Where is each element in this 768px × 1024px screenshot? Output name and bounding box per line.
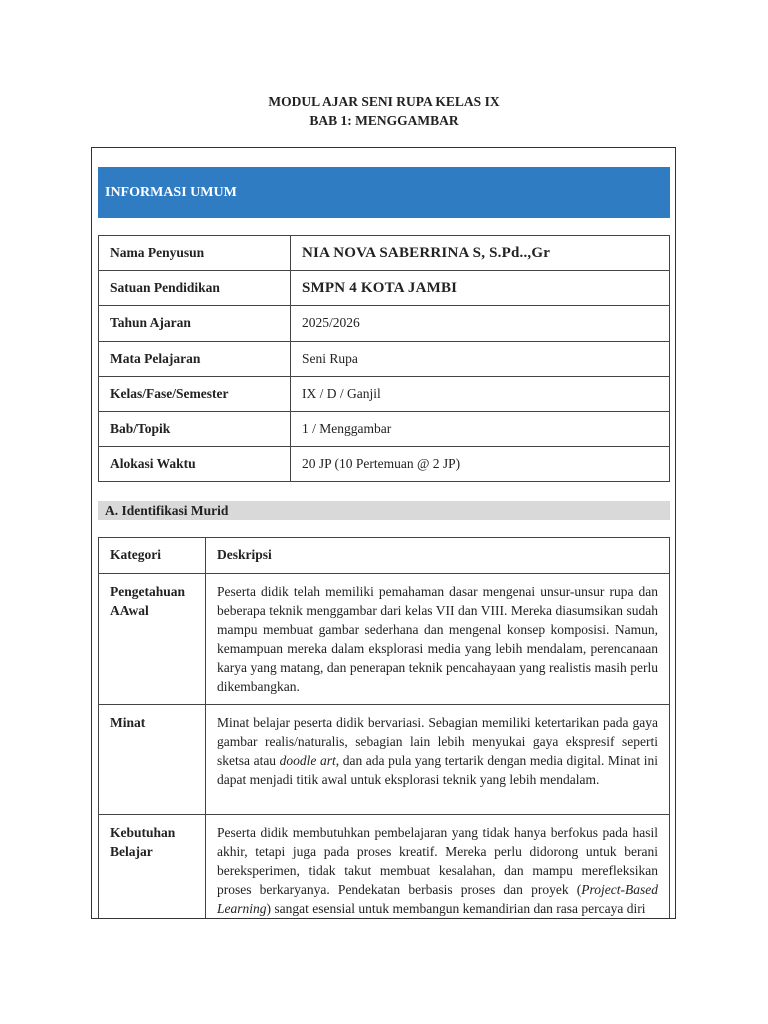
deskripsi-emphasis: doodle art [279, 753, 336, 768]
column-header-deskripsi: Deskripsi [206, 538, 670, 574]
table-row [99, 705, 670, 815]
table-header-row [99, 538, 670, 574]
info-row [99, 236, 670, 271]
info-value: IX / D / Ganjil [291, 376, 670, 411]
info-row [99, 447, 670, 482]
section-heading-identifikasi: A. Identifikasi Murid [98, 501, 670, 520]
kategori-cell: Kebutuhan Belajar [99, 815, 206, 920]
table-row [99, 574, 670, 705]
info-value: 2025/2026 [291, 306, 670, 341]
info-label: Bab/Topik [99, 411, 291, 446]
table-row [99, 815, 670, 920]
deskripsi-cell [206, 815, 670, 920]
deskripsi-text: Minat belajar peserta didik bervariasi. Sebagian memiliki ketertarikan pada gaya gambar realis/naturalis, sebagian lain lebih menyukai gaya ekspresif seperti sketsa atau [217, 715, 658, 768]
info-label: Alokasi Waktu [99, 447, 291, 482]
info-value: SMPN 4 KOTA JAMBI [291, 271, 670, 306]
document-title: MODUL AJAR SENI RUPA KELAS IX [268, 94, 500, 109]
column-header-kategori: Kategori [99, 538, 206, 574]
kategori-cell: Pengetahuan AAwal [99, 574, 206, 705]
info-row [99, 376, 670, 411]
info-label: Tahun Ajaran [99, 306, 291, 341]
deskripsi-cell [206, 705, 670, 815]
info-row [99, 306, 670, 341]
info-banner: INFORMASI UMUM [98, 167, 670, 218]
info-label: Satuan Pendidikan [99, 271, 291, 306]
info-value: 1 / Menggambar [291, 411, 670, 446]
info-table [98, 235, 670, 482]
info-label: Nama Penyusun [99, 236, 291, 271]
info-value: Seni Rupa [291, 341, 670, 376]
module-frame [91, 147, 676, 919]
info-label: Kelas/Fase/Semester [99, 376, 291, 411]
document-subtitle: BAB 1: MENGGAMBAR [309, 113, 459, 128]
info-value: NIA NOVA SABERRINA S, S.Pd..,Gr [291, 236, 670, 271]
deskripsi-emphasis: Project-Based Learning [217, 882, 658, 916]
info-label: Mata Pelajaran [99, 341, 291, 376]
info-row [99, 271, 670, 306]
deskripsi-cell: Peserta didik telah memiliki pemahaman dasar mengenai unsur-unsur rupa dan beberapa teknik menggambar dari kelas VII dan VIII. Mereka diasumsikan sudah mampu membuat gambar sederhana dan mengenal konsep komposisi. Namun, kemampuan mereka dalam eksplorasi media yang lebih mendalam, perencanaan karya yang matang, dan penerapan teknik pencahayaan yang realistis masih perlu dikembangkan. [206, 574, 670, 705]
document-header [0, 92, 768, 130]
kategori-cell: Minat [99, 705, 206, 815]
deskripsi-text: ) sangat esensial untuk membangun kemandirian dan rasa percaya diri [266, 901, 646, 916]
info-row [99, 411, 670, 446]
deskripsi-text: Peserta didik membutuhkan pembelajaran yang tidak hanya berfokus pada hasil akhir, tetapi juga pada proses kreatif. Mereka perlu didorong untuk berani bereksperimen, tidak takut membuat kesalahan, dan mampu merefleksikan proses berkaryanya. Pendekatan berbasis proses dan proyek ( [217, 825, 658, 897]
info-value: 20 JP (10 Pertemuan @ 2 JP) [291, 447, 670, 482]
identification-table [98, 537, 670, 919]
deskripsi-text: , dan ada pula yang tertarik dengan media digital. Minat ini dapat menjadi titik awal untuk eksplorasi teknik yang lebih mendalam. [217, 753, 659, 787]
info-row [99, 341, 670, 376]
